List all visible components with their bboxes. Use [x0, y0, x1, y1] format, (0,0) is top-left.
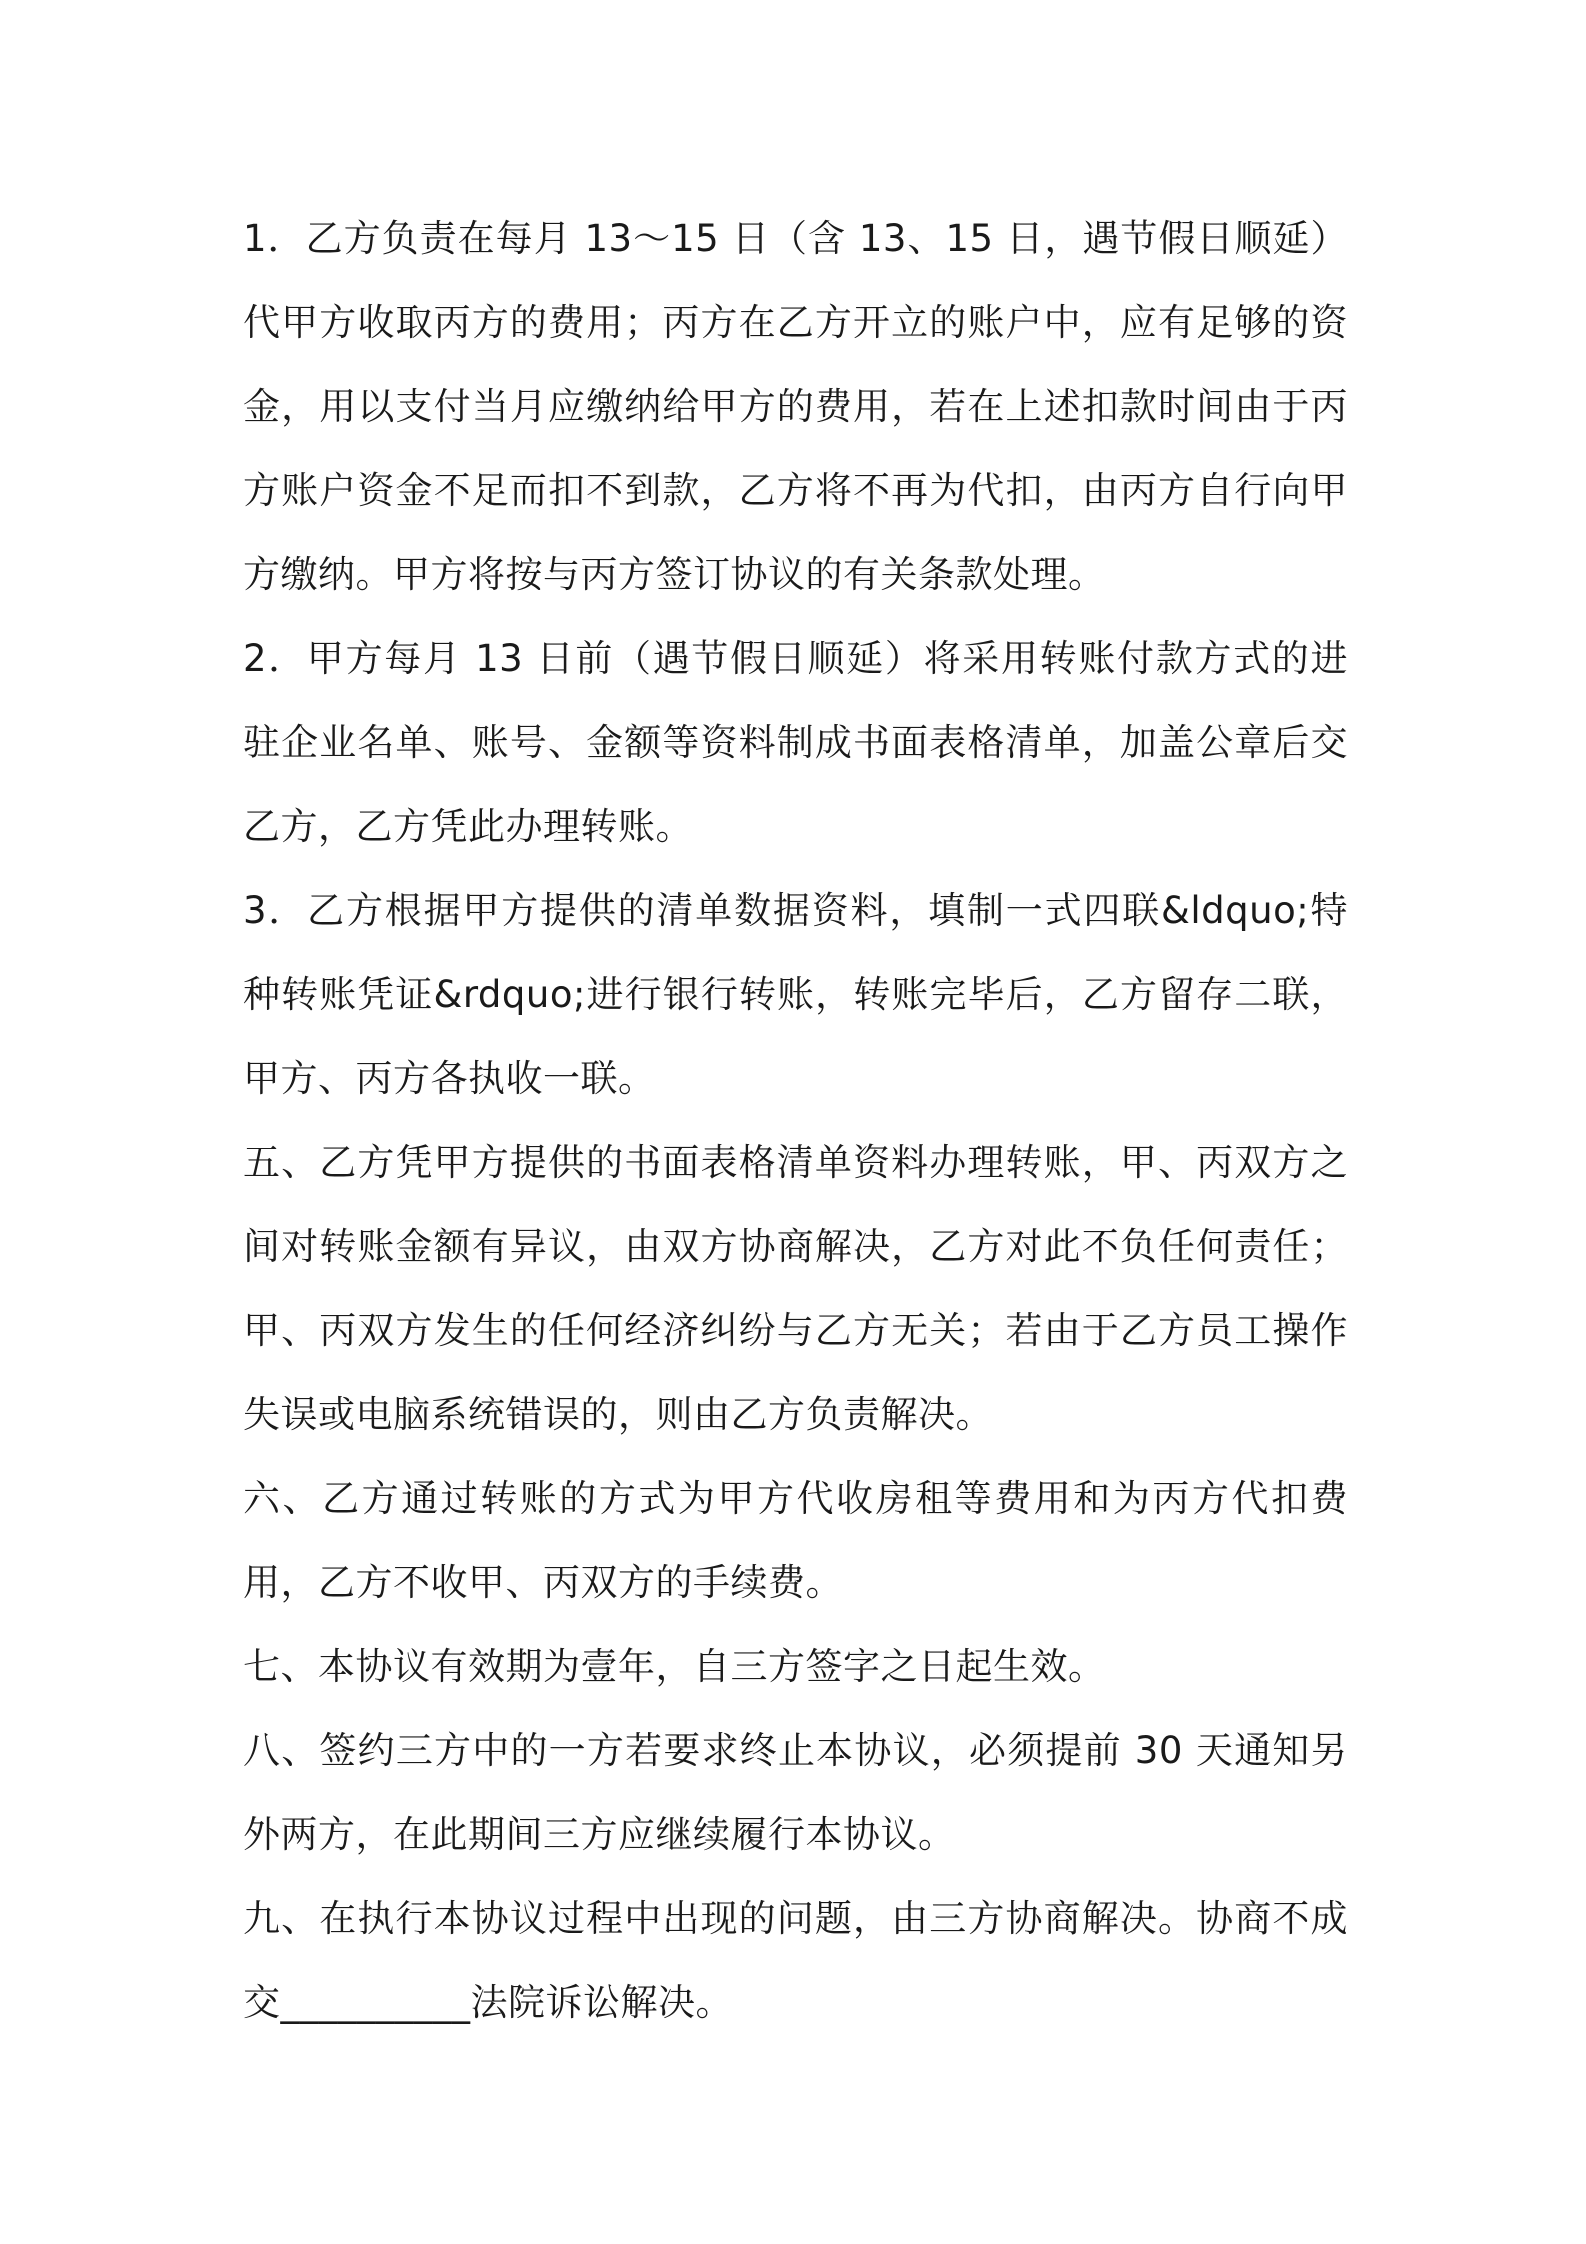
clause-five: 五、乙方凭甲方提供的书面表格清单资料办理转账，甲、丙双方之间对转账金额有异议，由双方协商解决，乙方对此不负任何责任；甲、丙双方发生的任何经济纠纷与乙方无关；若由于乙方员工操作失误或电脑系统错误的，则由乙方负责解决。	[243, 1141, 1348, 1436]
clause-2: 2．甲方每月 13 日前（遇节假日顺延）将采用转账付款方式的进驻企业名单、账号、金额等资料制成书面表格清单，加盖公章后交乙方，乙方凭此办理转账。	[243, 637, 1348, 848]
clause-seven: 七、本协议有效期为壹年，自三方签字之日起生效。	[243, 1645, 1106, 1688]
clause-nine: 九、在执行本协议过程中出现的问题，由三方协商解决。协商不成交__________法院诉讼解决。	[243, 1897, 1348, 2024]
document-body	[243, 197, 1348, 2045]
clause-six: 六、乙方通过转账的方式为甲方代收房租等费用和为丙方代扣费用，乙方不收甲、丙双方的手续费。	[243, 1477, 1348, 1604]
clause-1: 1．乙方负责在每月 13～15 日（含 13、15 日，遇节假日顺延）代甲方收取丙方的费用；丙方在乙方开立的账户中，应有足够的资金，用以支付当月应缴纳给甲方的费用，若在上述扣款时间由于丙方账户资金不足而扣不到款，乙方将不再为代扣，由丙方自行向甲方缴纳。甲方将按与丙方签订协议的有关条款处理。	[243, 217, 1348, 596]
clause-3: 3．乙方根据甲方提供的清单数据资料，填制一式四联&ldquo;特种转账凭证&rdquo;进行银行转账，转账完毕后，乙方留存二联，甲方、丙方各执收一联。	[243, 889, 1348, 1100]
clause-eight: 八、签约三方中的一方若要求终止本协议，必须提前 30 天通知另外两方，在此期间三方应继续履行本协议。	[243, 1729, 1348, 1856]
